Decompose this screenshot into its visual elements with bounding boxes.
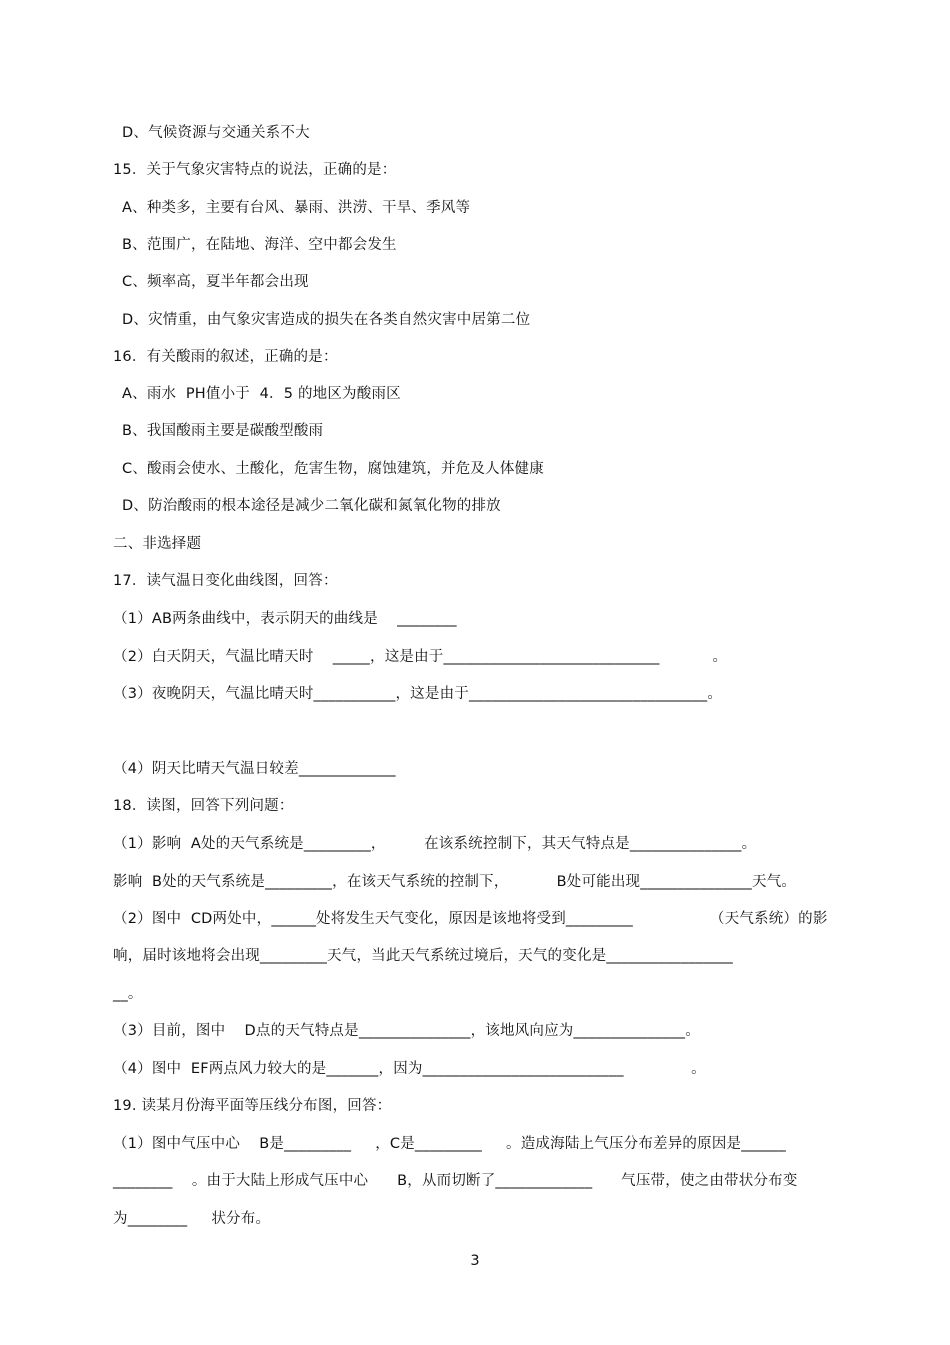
- question-17-part-4: （4）阴天比晴天气温日较差_____________: [113, 761, 396, 777]
- option-15d: D、灾情重，由气象灾害造成的损失在各类自然灾害中居第二位: [122, 312, 531, 328]
- page-number: 3: [470, 1253, 480, 1269]
- question-17-part-1: （1）AB两条曲线中，表示阴天的曲线是 ________: [113, 611, 457, 627]
- question-18-part-1: （1）影响 A处的天气系统是_________， 在该系统控制下，其天气特点是_______________。: [113, 836, 757, 852]
- question-17-part-2: （2）白天阴天，气温比晴天时 _____，这是由于_____________________________ 。: [113, 649, 728, 665]
- question-15: 15．关于气象灾害特点的说法，正确的是：: [113, 162, 397, 178]
- question-18-part-2-cont: 响，届时该地将会出现_________天气，当此天气系统过境后，天气的变化是_________________: [113, 948, 733, 964]
- option-15b: B、范围广，在陆地、海洋、空中都会发生: [122, 237, 397, 253]
- question-19: 19. 读某月份海平面等压线分布图，回答：: [113, 1098, 392, 1114]
- option-16a: A、雨水 PH值小于 4．5 的地区为酸雨区: [122, 386, 401, 402]
- question-18-part-2-end: __。: [113, 986, 143, 1002]
- question-18: 18．读图，回答下列问题：: [113, 798, 294, 814]
- question-17-part-3: （3）夜晚阴天，气温比晴天时___________，这是由于________________________________。: [113, 686, 723, 702]
- question-19-part-1-end: 为________ 状分布。: [113, 1211, 271, 1227]
- option-16c: C、酸雨会使水、土酸化，危害生物，腐蚀建筑，并危及人体健康: [122, 461, 544, 477]
- question-18-part-2: （2）图中 CD两处中，______处将发生天气变化，原因是该地将受到_________ （天气系统）的影: [113, 911, 828, 927]
- option-15c: C、频率高，夏半年都会出现: [122, 274, 309, 290]
- section-heading: 二、非选择题: [113, 536, 202, 552]
- question-16: 16．有关酸雨的叙述，正确的是：: [113, 349, 338, 365]
- option-16b: B、我国酸雨主要是碳酸型酸雨: [122, 423, 324, 439]
- option-14d: D、气候资源与交通关系不大: [122, 125, 310, 141]
- question-17: 17．读气温日变化曲线图，回答：: [113, 573, 338, 589]
- option-15a: A、种类多，主要有台风、暴雨、洪涝、干旱、季风等: [122, 200, 471, 216]
- question-18-part-1-cont: 影响 B处的天气系统是_________，在该天气系统的控制下， B处可能出现_______________天气。: [113, 874, 797, 890]
- question-19-part-1-cont: ________ 。由于大陆上形成气压中心 B，从而切断了_____________ 气压带，使之由带状分布变: [113, 1173, 798, 1189]
- option-16d: D、防治酸雨的根本途径是减少二氧化碳和氮氧化物的排放: [122, 498, 501, 514]
- question-18-part-3: （3）目前，图中 D点的天气特点是_______________，该地风向应为_______________。: [113, 1023, 700, 1039]
- question-19-part-1: （1）图中气压中心 B是_________ ，C是_________ 。造成海陆上气压分布差异的原因是______: [113, 1136, 786, 1152]
- question-18-part-4: （4）图中 EF两点风力较大的是_______，因为___________________________ 。: [113, 1061, 706, 1077]
